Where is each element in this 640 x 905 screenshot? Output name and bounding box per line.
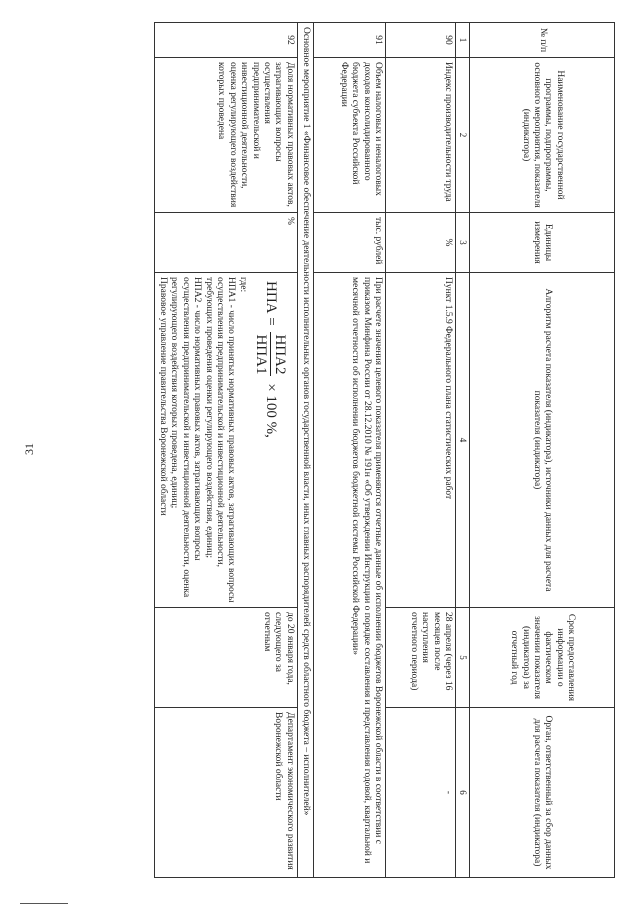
formula [252, 281, 289, 603]
formula-line: НПА1 - число принятых нормативных правовых актов, затрагивающих вопросы осуществления предпринимательской и инвестиционной деятельности, требующих проведения оценки регулирующего воздействия, единиц; [203, 277, 237, 603]
header-algorithm: Алгоритм расчета показателя (индикатора), источники данных для расчета показателя (индикатора) [470, 273, 615, 608]
formula-denominator: НПА1 [252, 334, 269, 375]
formula-line: Правовое управление правительства Воронежской области [158, 277, 169, 516]
indicator-name: Объем налоговых и неналоговых доходов консолидированного бюджета субъекта Российской Федерации [314, 58, 386, 213]
formula-numerator: НПА2 [271, 334, 288, 375]
table-header-row [470, 23, 615, 878]
column-number: 4 [456, 273, 470, 608]
section-row [297, 23, 313, 878]
column-number-row [456, 23, 470, 878]
rotated-table-container [55, 22, 615, 877]
indicator-algorithm: Пункт 1.5.9 Федерального плана статистических работ [386, 273, 456, 608]
section-title: Основное мероприятие 1 «Финансовое обеспечение деятельности исполнительных органов государственной власти, иных главных распорядителей средств областного бюджета – исполнителей» [297, 23, 313, 878]
formula-line: НПА2 - число нормативных правовых актов, затрагивающих вопросы осуществления предпринимательской и инвестиционной деятельности, оценка регулирующего воздействия которых проведена, единиц; [169, 277, 203, 598]
formula-where: где: [237, 277, 248, 293]
formula-fraction [252, 332, 289, 376]
header-organ: Орган, ответственный за сбор данных для расчета показателя (индикатора) [470, 708, 615, 878]
indicator-organ: - [386, 708, 456, 878]
indicator-organ: Департамент экономического развития Воронежской области [154, 708, 297, 878]
indicators-table [154, 22, 615, 878]
formula-lhs: НПА = [262, 281, 279, 326]
table-row-90 [386, 23, 456, 878]
formula-rhs: × 100 %, [262, 383, 279, 438]
header-deadline: Срок предоставления информации о фактическом значении показателя (индикатора) за отчетный год [470, 608, 615, 708]
indicator-algorithm: При расчете значения целевого показателя применяются отчетные данные об исполнении бюджетов Воронежской области в соответствии с приказом Минфина России от 28.12.2010 № 191н «Об утверждении Инструкции о порядке составления и представления годовой, квартальной и месячной отчетности об исполнении бюджетов бюджетной системы Российской Федерации» [314, 273, 386, 878]
row-number: 92 [154, 23, 297, 58]
indicator-deadline: до 20 января года, следующего за отчетным [154, 608, 297, 708]
indicator-algorithm-cell [154, 273, 297, 608]
row-number: 90 [386, 23, 456, 58]
column-number: 2 [456, 58, 470, 213]
indicator-unit: % [386, 213, 456, 273]
header-number: № п/п [470, 23, 615, 58]
indicator-unit: % [154, 213, 297, 273]
row-number: 91 [314, 23, 386, 58]
indicator-name: Индекс производительности труда [386, 58, 456, 213]
footer-rule [20, 903, 68, 904]
column-number: 3 [456, 213, 470, 273]
indicator-unit: тыс. рублей [314, 213, 386, 273]
column-number: 5 [456, 608, 470, 708]
header-name: Наименование государственной программы, подпрограммы, основного мероприятия, показателя (индикатора) [470, 58, 615, 213]
table-row-92 [154, 23, 297, 878]
column-number: 6 [456, 708, 470, 878]
page-number: 31 [22, 443, 36, 455]
column-number: 1 [456, 23, 470, 58]
table-row-91 [314, 23, 386, 878]
header-unit: Единицы измерения [470, 213, 615, 273]
indicator-name: Доля нормативных правовых актов, затрагивающих вопросы осуществления предпринимательской и инвестиционной деятельности, оценка регулирующего воздействия которых проведена [154, 58, 297, 213]
indicator-deadline: 28 апреля (через 16 месяцев после наступления отчетного периода) [386, 608, 456, 708]
